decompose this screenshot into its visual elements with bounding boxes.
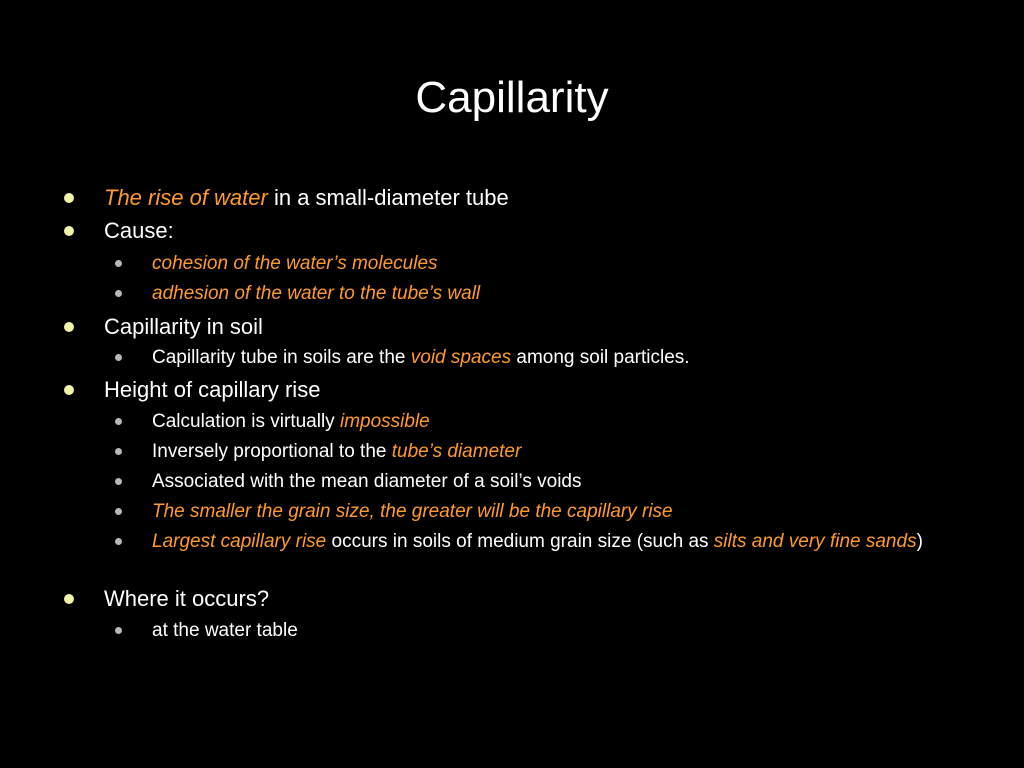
bullet-dot-icon <box>64 385 74 395</box>
bullet-item-level2 <box>152 282 480 305</box>
highlighted-text: The rise of water <box>104 185 268 210</box>
bullet-text: occurs in soils of medium grain size (such as <box>326 531 714 552</box>
bullet-text: Where it occurs? <box>104 586 270 611</box>
bullet-dot-icon <box>115 448 122 455</box>
bullet-dot-icon <box>115 354 122 361</box>
bullet-dot-icon <box>115 290 122 297</box>
bullet-dot-icon <box>115 260 122 267</box>
bullet-dot-icon <box>64 226 74 236</box>
highlighted-text: impossible <box>339 411 430 432</box>
slide-title: Capillarity <box>415 73 609 122</box>
bullet-dot-icon <box>64 594 74 604</box>
bullet-item-level2 <box>152 619 298 642</box>
bullet-item-level2 <box>152 440 521 463</box>
bullet-text: Associated with the mean diameter of a soil’s voids <box>152 471 582 492</box>
bullet-text: Height of capillary rise <box>104 377 321 402</box>
bullet-item-level2 <box>152 346 690 369</box>
highlighted-text: tube’s diameter <box>391 441 522 462</box>
bullet-item-level2 <box>152 470 581 493</box>
bullet-text: Inversely proportional to the <box>152 441 392 462</box>
highlighted-text: The smaller the grain size, the greater will be the capillary rise <box>152 501 673 522</box>
bullet-item-level1 <box>104 586 269 612</box>
bullet-text: Calculation is virtually <box>152 411 340 432</box>
highlighted-text: Largest capillary rise <box>152 531 327 552</box>
bullet-dot-icon <box>115 478 122 485</box>
bullet-text: Cause: <box>104 218 174 243</box>
bullet-text: ) <box>916 531 923 552</box>
highlighted-text: silts and very fine sands <box>713 531 917 552</box>
bullet-text: Capillarity tube in soils are the <box>152 347 411 368</box>
bullet-item-level1 <box>104 218 174 244</box>
highlighted-text: void spaces <box>410 347 512 368</box>
bullet-text: among soil particles. <box>511 347 690 368</box>
bullet-dot-icon <box>64 193 74 203</box>
bullet-dot-icon <box>115 627 122 634</box>
bullet-item-level2 <box>152 252 438 275</box>
bullet-item-level2 <box>152 530 972 553</box>
bullet-item-level2 <box>152 410 430 433</box>
bullet-item-level1 <box>104 185 509 211</box>
bullet-dot-icon <box>64 322 74 332</box>
bullet-dot-icon <box>115 418 122 425</box>
bullet-text: Capillarity in soil <box>104 314 263 339</box>
bullet-dot-icon <box>115 508 122 515</box>
bullet-item-level2 <box>152 500 673 523</box>
highlighted-text: cohesion of the water’s molecules <box>152 253 438 274</box>
highlighted-text: adhesion of the water to the tube’s wall <box>152 283 481 304</box>
bullet-item-level1 <box>104 314 263 340</box>
bullet-item-level1 <box>104 377 320 403</box>
bullet-text: in a small-diameter tube <box>267 185 509 210</box>
bullet-dot-icon <box>115 538 122 545</box>
bullet-text: at the water table <box>152 620 298 641</box>
